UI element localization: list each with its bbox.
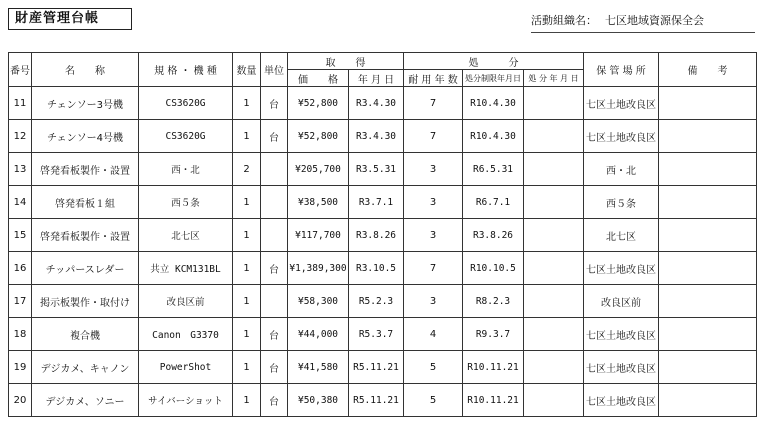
cell-spec: Canon G3370: [139, 318, 233, 351]
cell-remarks: [659, 285, 757, 318]
table-body: [9, 87, 757, 417]
cell-qty: 1: [233, 252, 261, 285]
cell-remarks: [659, 219, 757, 252]
cell-limit-date: R10.11.21: [463, 351, 524, 384]
cell-disp-date: [524, 285, 584, 318]
header-acq-date: 年 月 日: [349, 70, 404, 87]
cell-acq-date: R3.8.26: [349, 219, 404, 252]
cell-remarks: [659, 351, 757, 384]
cell-acq-date: R3.4.30: [349, 87, 404, 120]
table-header: [9, 53, 757, 87]
cell-remarks: [659, 87, 757, 120]
cell-disp-date: [524, 351, 584, 384]
cell-location: 北七区: [584, 219, 659, 252]
cell-remarks: [659, 120, 757, 153]
header-name: 名 称: [32, 53, 139, 87]
cell-spec: 西・北: [139, 153, 233, 186]
cell-acq-date: R5.3.7: [349, 318, 404, 351]
cell-unit: [261, 153, 288, 186]
cell-spec: CS3620G: [139, 120, 233, 153]
cell-disp-date: [524, 219, 584, 252]
cell-disp-date: [524, 252, 584, 285]
cell-spec: CS3620G: [139, 87, 233, 120]
cell-no: 19: [9, 351, 32, 384]
cell-unit: 台: [261, 384, 288, 417]
cell-unit: 台: [261, 318, 288, 351]
header-spec: 規 格 ・ 機 種: [139, 53, 233, 87]
cell-name: チェンソー4号機: [32, 120, 139, 153]
cell-disp-date: [524, 87, 584, 120]
cell-limit-date: R3.8.26: [463, 219, 524, 252]
cell-acq-date: R3.5.31: [349, 153, 404, 186]
cell-acq-date: R3.4.30: [349, 120, 404, 153]
cell-unit: 台: [261, 252, 288, 285]
cell-no: 16: [9, 252, 32, 285]
cell-name: チッパースレダー: [32, 252, 139, 285]
cell-no: 18: [9, 318, 32, 351]
cell-limit-date: R6.7.1: [463, 186, 524, 219]
cell-remarks: [659, 153, 757, 186]
cell-life: 3: [404, 285, 463, 318]
cell-unit: [261, 186, 288, 219]
cell-acq-date: R3.10.5: [349, 252, 404, 285]
cell-remarks: [659, 384, 757, 417]
cell-qty: 1: [233, 285, 261, 318]
cell-limit-date: R9.3.7: [463, 318, 524, 351]
table-row: [9, 153, 757, 186]
cell-name: 啓発看板製作・設置: [32, 219, 139, 252]
cell-limit-date: R10.11.21: [463, 384, 524, 417]
cell-life: 7: [404, 120, 463, 153]
header-price: 価 格: [288, 70, 349, 87]
table-row: [9, 285, 757, 318]
table-row: [9, 318, 757, 351]
table-row: [9, 384, 757, 417]
cell-qty: 1: [233, 318, 261, 351]
cell-name: 掲示板製作・取付け: [32, 285, 139, 318]
cell-no: 13: [9, 153, 32, 186]
cell-price: ¥41,580: [288, 351, 349, 384]
cell-name: 複合機: [32, 318, 139, 351]
cell-no: 15: [9, 219, 32, 252]
organization-label: 活動組織名：: [531, 14, 597, 27]
header-disposal: 処 分: [404, 53, 584, 70]
cell-spec: 北七区: [139, 219, 233, 252]
cell-spec: 共立 KCM131BL: [139, 252, 233, 285]
cell-limit-date: R10.4.30: [463, 87, 524, 120]
cell-life: 7: [404, 87, 463, 120]
cell-price: ¥117,700: [288, 219, 349, 252]
cell-disp-date: [524, 384, 584, 417]
cell-qty: 1: [233, 87, 261, 120]
header-no: 番号: [9, 53, 32, 87]
cell-name: デジカメ、ソニー: [32, 384, 139, 417]
cell-location: 七区土地改良区: [584, 120, 659, 153]
asset-ledger-table: [8, 52, 757, 417]
cell-unit: 台: [261, 120, 288, 153]
cell-remarks: [659, 252, 757, 285]
cell-location: 七区土地改良区: [584, 351, 659, 384]
cell-location: 改良区前: [584, 285, 659, 318]
table-row: [9, 219, 757, 252]
cell-qty: 1: [233, 219, 261, 252]
header-remarks: 備 考: [659, 53, 757, 87]
cell-no: 20: [9, 384, 32, 417]
cell-life: 5: [404, 384, 463, 417]
cell-disp-date: [524, 186, 584, 219]
header-limit-date: 処分制限年月日: [463, 70, 524, 87]
cell-unit: 台: [261, 351, 288, 384]
cell-limit-date: R10.4.30: [463, 120, 524, 153]
cell-location: 西・北: [584, 153, 659, 186]
cell-acq-date: R5.11.21: [349, 351, 404, 384]
cell-qty: 1: [233, 384, 261, 417]
cell-no: 11: [9, 87, 32, 120]
organization-name: 七区地域資源保全会: [605, 14, 704, 27]
header-unit: 単位: [261, 53, 288, 87]
organization-line: [531, 12, 755, 33]
table-row: [9, 120, 757, 153]
cell-disp-date: [524, 318, 584, 351]
cell-life: 3: [404, 219, 463, 252]
cell-limit-date: R6.5.31: [463, 153, 524, 186]
cell-name: デジカメ、キャノン: [32, 351, 139, 384]
cell-location: 七区土地改良区: [584, 252, 659, 285]
cell-qty: 1: [233, 351, 261, 384]
cell-price: ¥58,300: [288, 285, 349, 318]
cell-location: 七区土地改良区: [584, 384, 659, 417]
cell-qty: 2: [233, 153, 261, 186]
cell-limit-date: R8.2.3: [463, 285, 524, 318]
cell-unit: [261, 219, 288, 252]
cell-remarks: [659, 186, 757, 219]
cell-unit: 台: [261, 87, 288, 120]
cell-limit-date: R10.10.5: [463, 252, 524, 285]
table-row: [9, 252, 757, 285]
cell-price: ¥205,700: [288, 153, 349, 186]
cell-location: 七区土地改良区: [584, 318, 659, 351]
cell-life: 4: [404, 318, 463, 351]
cell-disp-date: [524, 153, 584, 186]
cell-location: 七区土地改良区: [584, 87, 659, 120]
cell-no: 14: [9, 186, 32, 219]
cell-life: 5: [404, 351, 463, 384]
cell-qty: 1: [233, 186, 261, 219]
cell-no: 17: [9, 285, 32, 318]
cell-life: 3: [404, 153, 463, 186]
table-row: [9, 186, 757, 219]
cell-spec: 改良区前: [139, 285, 233, 318]
cell-name: 啓発看板１組: [32, 186, 139, 219]
header-disp-date: 処 分 年 月 日: [524, 70, 584, 87]
cell-price: ¥52,800: [288, 87, 349, 120]
table-row: [9, 351, 757, 384]
cell-price: ¥1,389,300: [288, 252, 349, 285]
cell-disp-date: [524, 120, 584, 153]
header-qty: 数量: [233, 53, 261, 87]
cell-spec: 西５条: [139, 186, 233, 219]
cell-price: ¥52,800: [288, 120, 349, 153]
cell-acq-date: R5.2.3: [349, 285, 404, 318]
cell-life: 7: [404, 252, 463, 285]
cell-acq-date: R5.11.21: [349, 384, 404, 417]
cell-spec: PowerShot: [139, 351, 233, 384]
cell-unit: [261, 285, 288, 318]
cell-life: 3: [404, 186, 463, 219]
cell-location: 西５条: [584, 186, 659, 219]
header-location: 保 管 場 所: [584, 53, 659, 87]
cell-remarks: [659, 318, 757, 351]
cell-spec: サイバーショット: [139, 384, 233, 417]
cell-acq-date: R3.7.1: [349, 186, 404, 219]
document-title: 財産管理台帳: [8, 8, 132, 30]
cell-price: ¥50,380: [288, 384, 349, 417]
table-row: [9, 87, 757, 120]
header-acquisition: 取 得: [288, 53, 404, 70]
cell-price: ¥38,500: [288, 186, 349, 219]
cell-qty: 1: [233, 120, 261, 153]
cell-name: チェンソー3号機: [32, 87, 139, 120]
cell-price: ¥44,000: [288, 318, 349, 351]
header-life: 耐 用 年 数: [404, 70, 463, 87]
cell-name: 啓発看板製作・設置: [32, 153, 139, 186]
cell-no: 12: [9, 120, 32, 153]
